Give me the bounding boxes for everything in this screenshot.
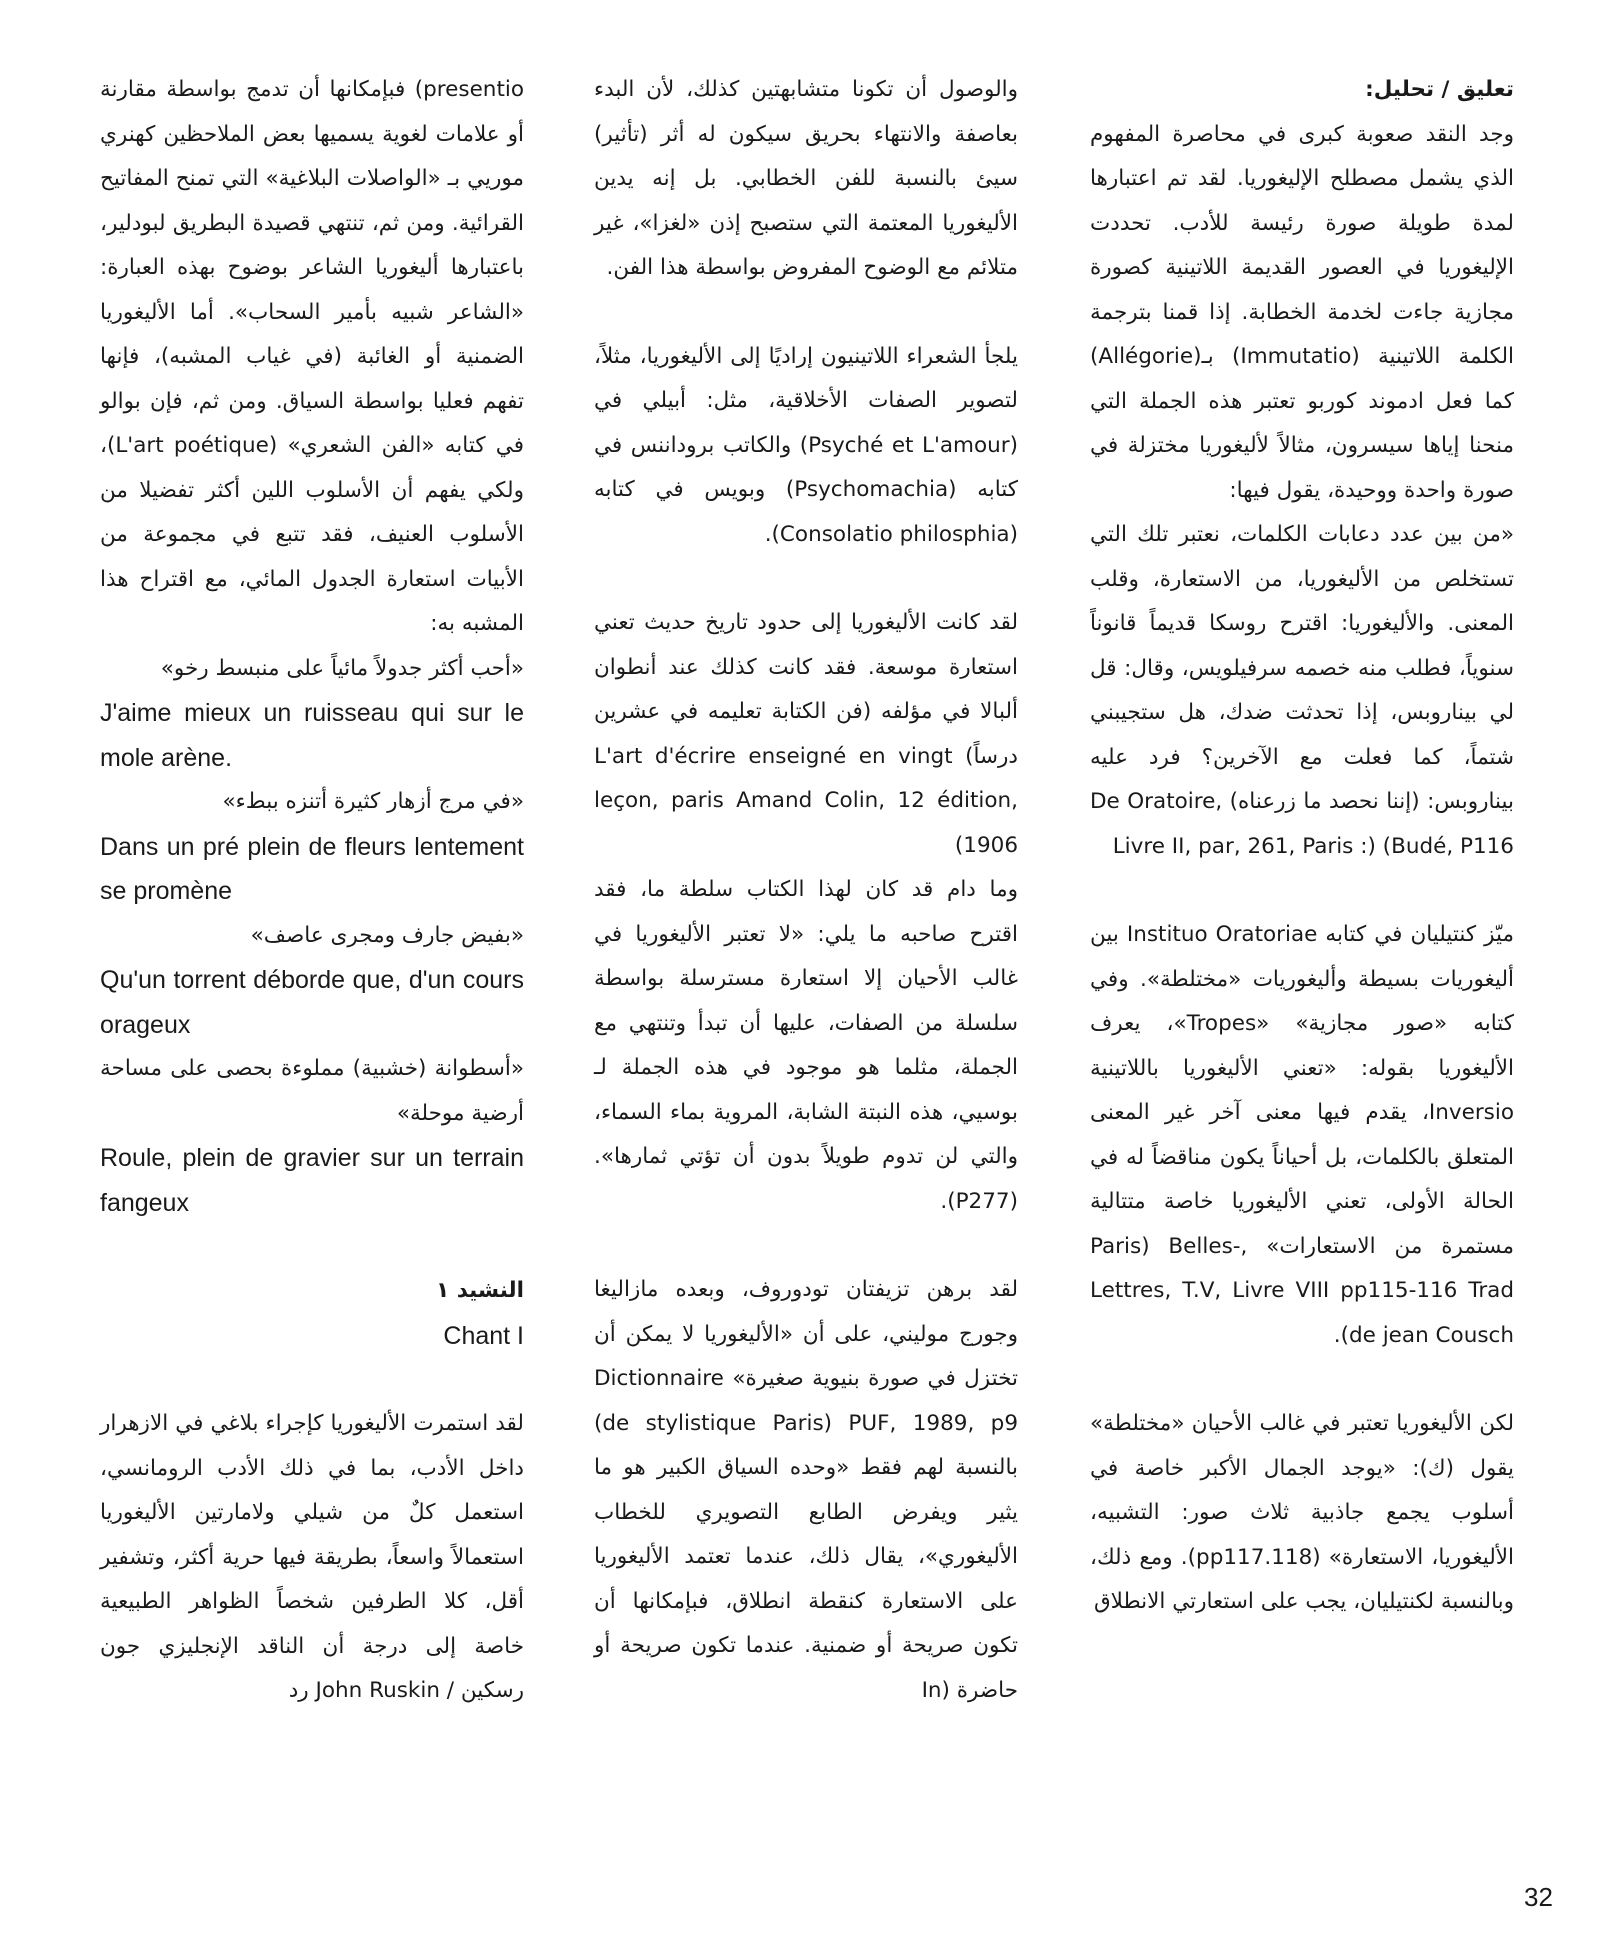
chant-heading-french: Chant I <box>443 1321 524 1350</box>
verse-arabic: «بفيض جارف ومجرى عاصف» <box>250 922 524 948</box>
chant-heading-arabic: النشيد ١ <box>436 1278 524 1303</box>
verse-french: J'aime mieux un ruisseau qui sur le mole arène. <box>100 699 524 772</box>
spacer <box>100 1225 524 1269</box>
spacer <box>1090 1358 1514 1402</box>
paragraph: لقد كانت الأليغوريا إلى حدود تاريخ حديث تعني استعارة موسعة. فقد كانت كذلك عند أنطوان ألبالا في مؤلفه (فن الكتابة تعليمه في عشرين درساً) L'art d'écrire enseigné en vingt leçon, paris Amand Colin, 12 édition, 1906) <box>594 610 1019 858</box>
spacer <box>594 291 1018 335</box>
spacer <box>1090 869 1514 913</box>
verse-french: Dans un pré plein de fleurs lentement se promène <box>100 832 524 905</box>
paragraph: والوصول أن تكونا متشابهتين كذلك، لأن البدء بعاصفة والانتهاء بحريق سيكون له أثر (تأثير) سيئ بالنسبة للفن الخطابي. بل إنه يدين الأليغوريا المعتمة التي ستصبح إذن «لغزا»، غير متلائم مع الوضوح المفروض بواسطة هذا الفن. <box>594 77 1018 280</box>
right-column <box>1090 68 1514 1625</box>
spacer <box>594 1224 1018 1268</box>
spacer <box>594 557 1018 601</box>
paragraph: لقد استمرت الأليغوريا كإجراء بلاغي في الازهرار داخل الأدب، بما في ذلك الأدب الرومانسي، استعمل كلٌ من شيلي ولامارتين الأليغوريا استعمالاً واسعاً، بطريقة فيها حرية أكثر، وتشفير أقل، كلا الطرفين شخصاً الظواهر الطبيعية خاصة إلى درجة أن الناقد الإنجليزي جون رسكين / John Ruskin رد <box>100 1411 524 1703</box>
verse-french: Roule, plein de gravier sur un terrain fangeux <box>100 1144 524 1217</box>
verse-arabic: «أسطوانة (خشبية) مملوءة بحصى على مساحة أرضية موحلة» <box>100 1056 524 1126</box>
paragraph: لقد برهن تزيفتان تودوروف، وبعده مازاليغا وجورج موليني، على أن «الأليغوريا لا يمكن أن تختزل في صورة بنيوية صغيرة» Dictionnaire de stylistique Paris) PUF, 1989, p9) بالنسبة لهم فقط «وحده السياق الكبير هو ما يثير ويفرض الطابع التصويري للخطاب الأليغوري»، يقال ذلك، عندما تعتمد الأليغوريا على الاستعارة كنقطة انطلاق، فبإمكانها أن تكون صريحة أو ضمنية. عندما تكون صريحة أو حاضرة (In <box>594 1277 1018 1703</box>
verse-arabic: «في مرج أزهار كثيرة أتنزه ببطء» <box>222 789 524 814</box>
section-heading: تعليق / تحليل: <box>1365 77 1514 102</box>
paragraph: لكن الأليغوريا تعتبر في غالب الأحيان «مختلطة» يقول (ك): «يوجد الجمال الأكبر خاصة في أسلوب يجمع جاذبية ثلاث صور: التشبيه، الأليغوريا، الاستعارة» (pp117.118). ومع ذلك، وبالنسبة لكنتيليان، يجب على استعارتي الانطلاق <box>1090 1411 1514 1614</box>
left-column <box>100 68 524 1714</box>
verse-arabic: «أحب أكثر جدولاً مائياً على منبسط رخو» <box>160 655 524 681</box>
quote-paragraph: وما دام قد كان لهذا الكتاب سلطة ما، فقد اقترح صاحبه ما يلي: «لا تعتبر الأليغوريا في غالب الأحيان إلا استعارة مسترسلة بواسطة سلسلة من الصفات، عليها أن تبدأ وتنتهي مع الجملة، مثلما هو موجود في هذه الجملة لـ بوسيي، هذه النبتة الشابة، المروية بماء السماء، والتي لن تدوم طويلاً بدون أن تؤتي ثمارها». (P277). <box>594 877 1018 1214</box>
page-number: 32 <box>1524 1882 1553 1912</box>
quote-paragraph: «من بين عدد دعابات الكلمات، نعتبر تلك التي تستخلص من الأليغوريا، من الاستعارة، وقلب المعنى. والأليغوريا: اقترح روسكا قديماً قانوناً سنوياً، فطلب منه خصمه سرفيلويس، وقال: قل لي بيناروبس، إذا تحدثت ضدك، هل ستجيبني شتماً، كما فعلت مع الآخرين؟ فرد عليه بيناروبس: (إننا نحصد ما زرعناه) De Oratoire, Livre II, par, 261, Paris :) (Budé, P116 <box>1090 522 1514 859</box>
spacer <box>100 1358 524 1402</box>
paragraph: ميّز كنتيليان في كتابه Instituo Oratoriae بين أليغوريات بسيطة وأليغوريات «مختلطة». وفي كتابه «صور مجازية» «Tropes»، يعرف الأليغوريا بقوله: «تعني الأليغوريا باللاتينية Inversio، يقدم فيها معنى آخر غير المعنى المتعلق بالكلمات، بل أحياناً يكون مناقضاً له في الحالة الأولى، تعني الأليغوريا خاصة متتالية مستمرة من الاستعارات» ,Paris) Belles-Lettres, T.V, Livre VIII pp115-116 Trad de jean Cousch). <box>1090 922 1514 1348</box>
paragraph: يلجأ الشعراء اللاتينيون إراديًا إلى الأليغوريا، مثلاً، لتصوير الصفات الأخلاقية، مثل: أبيلي في (Psyché et L'amour) والكاتب بروداننس في كتابه (Psychomachia) وبويس في كتابه (Consolatio philosphia). <box>594 343 1018 547</box>
verse-french: Qu'un torrent déborde que, d'un cours orageux <box>100 966 524 1039</box>
paragraph: وجد النقد صعوبة كبرى في محاصرة المفهوم الذي يشمل مصطلح الإليغوريا. لقد تم اعتبارها لمدة طويلة صورة رئيسة للأدب. تحددت الإليغوريا في العصور القديمة اللاتينية كصورة مجازية جاءت لخدمة الخطابة. إذا قمنا بترجمة الكلمة اللاتينية (Immutatio) بـ(Allégorie) كما فعل ادموند كوربو تعتبر هذه الجملة التي منحنا إياها سيسرون، مثالاً لأليغوريا مختزلة في صورة واحدة ووحيدة، يقول فيها: <box>1090 121 1514 503</box>
middle-column <box>594 68 1018 1713</box>
paragraph: presentio) فبإمكانها أن تدمج بواسطة مقارنة أو علامات لغوية يسميها بعض الملاحظين كهنري موريي بـ «الواصلات البلاغية» التي تمنح المفاتيح القرائية. ومن ثم، تنتهي قصيدة البطريق لبودلير، باعتبارها أليغوريا الشاعر بوضوح بهذه العبارة: «الشاعر شبيه بأمير السحاب». أما الأليغوريا الضمنية أو الغائبة (في غياب المشبه)، فإنها تفهم فعليا بواسطة السياق. ومن ثم، فإن بوالو في كتابه «الفن الشعري» (L'art poétique)، ولكي يفهم أن الأسلوب اللين أكثر تفضيلا من الأسلوب العنيف، فقد تتبع في مجموعة من الأبيات استعارة الجدول المائي، مع اقتراح هذا المشبه به: <box>100 77 524 636</box>
